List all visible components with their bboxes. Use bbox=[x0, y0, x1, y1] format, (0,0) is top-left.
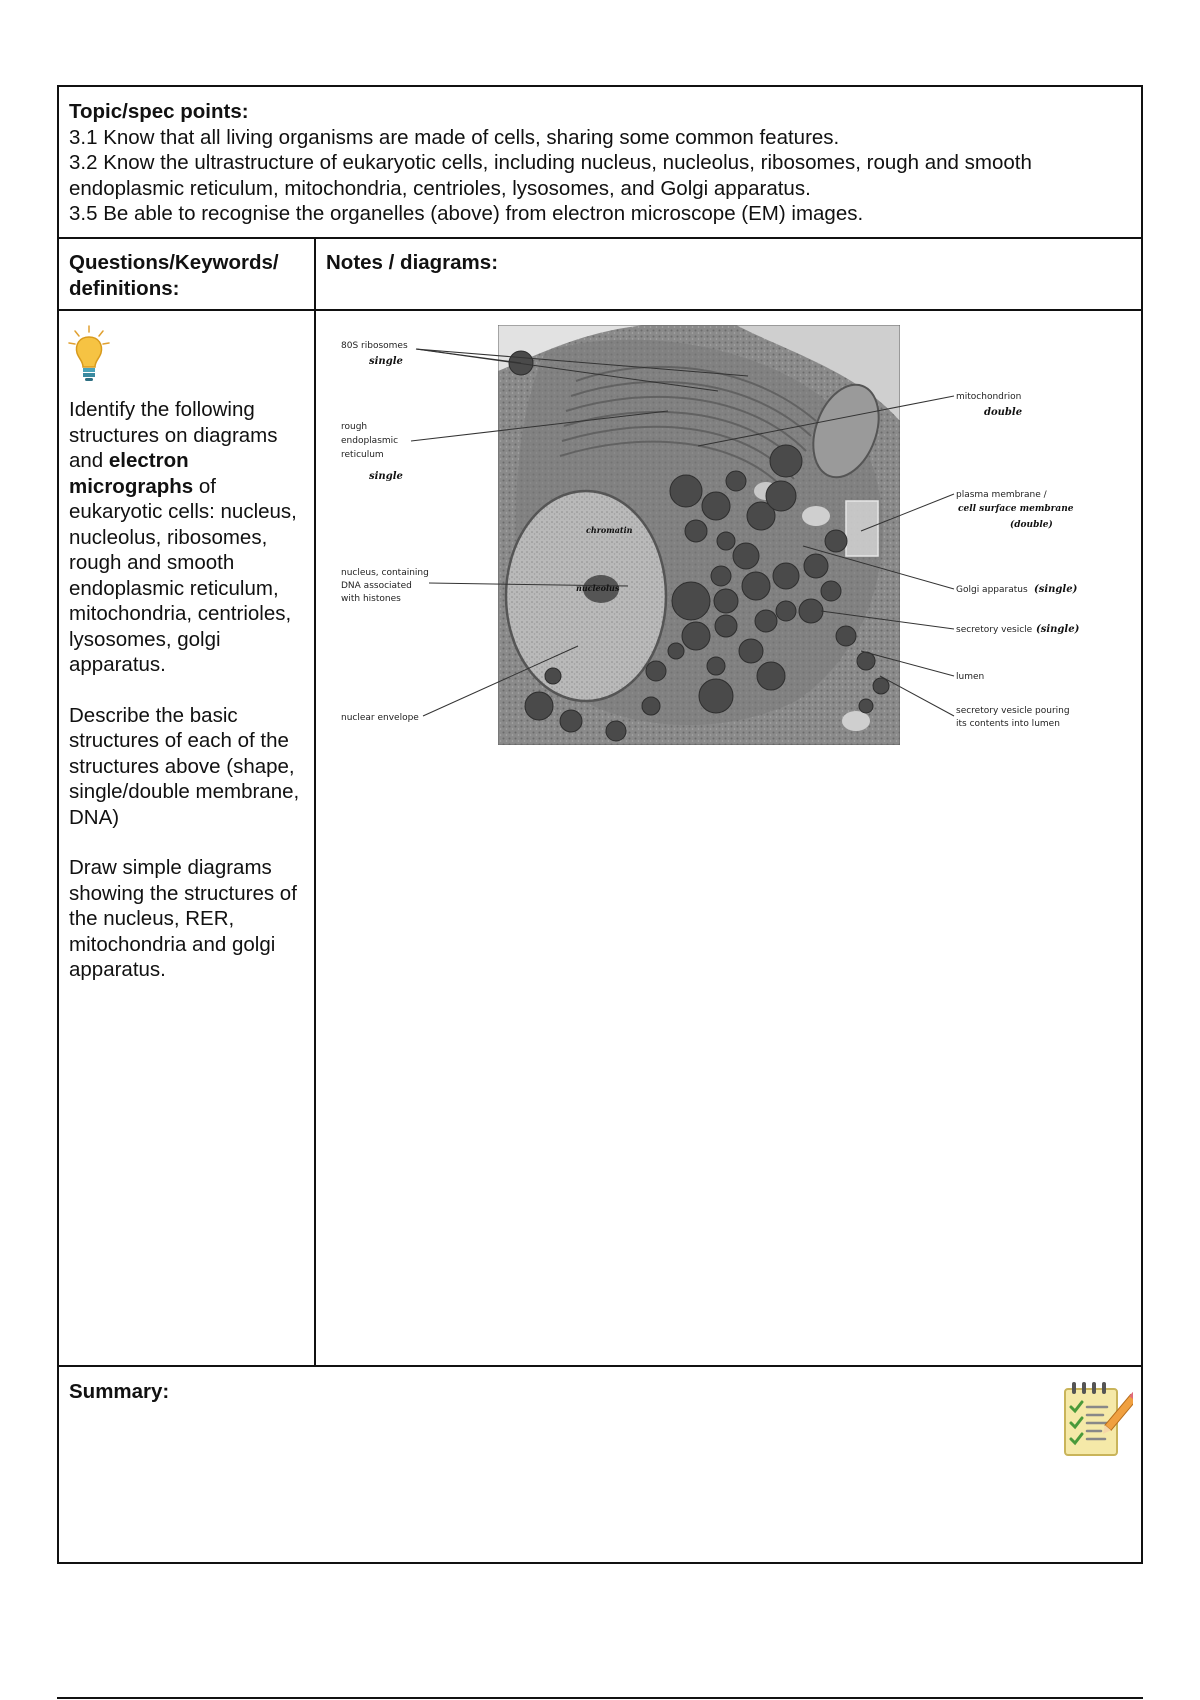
topic-spec-points bbox=[59, 87, 1141, 239]
electron-micrograph-figure bbox=[316, 311, 1143, 751]
label-vesicle-pouring-line1: secretory vesicle pouring bbox=[956, 706, 1070, 716]
label-nucleus-line3: with histones bbox=[341, 594, 401, 604]
checklist-notepad-icon bbox=[1059, 1377, 1133, 1461]
label-lumen: lumen bbox=[956, 672, 985, 682]
label-golgi-apparatus: Golgi apparatus bbox=[956, 585, 1028, 595]
note-ribosomes-single: single bbox=[369, 356, 403, 367]
questions-column bbox=[59, 311, 316, 1365]
note-chromatin: chromatin bbox=[586, 525, 633, 535]
note-vesicle-single: (single) bbox=[1036, 624, 1080, 635]
label-plasma-membrane: plasma membrane / bbox=[956, 490, 1047, 500]
label-rer-line3: reticulum bbox=[341, 450, 384, 460]
spec-point-3-5: 3.5 Be able to recognise the organelles (above) from electron microscope (EM) images. bbox=[69, 202, 864, 225]
summary-section bbox=[59, 1365, 1141, 1564]
lightbulb-icon bbox=[67, 325, 111, 385]
draw-diagrams-text: Draw simple diagrams showing the structures of the nucleus, RER, mitochondria and golgi apparatus. bbox=[69, 856, 297, 981]
label-rer-line1: rough bbox=[341, 422, 368, 432]
cornell-notes-sheet bbox=[57, 85, 1143, 1564]
note-mitochondrion-double: double bbox=[984, 407, 1023, 418]
label-nucleus-line2: DNA associated bbox=[341, 581, 412, 591]
describe-structures-text: Describe the basic structures of each of the structures above (shape, single/double membrane, DNA) bbox=[69, 703, 300, 829]
spec-point-3-1: 3.1 Know that all living organisms are made of cells, sharing some common features. bbox=[69, 125, 840, 149]
label-vesicle-pouring-line2: its contents into lumen bbox=[956, 719, 1060, 729]
questions-keywords-header: Questions/Keywords/ definitions: bbox=[59, 239, 316, 311]
label-nuclear-envelope: nuclear envelope bbox=[341, 713, 419, 723]
label-80s-ribosomes: 80S ribosomes bbox=[341, 341, 408, 351]
note-nucleolus: nucleolus bbox=[576, 583, 620, 593]
note-cell-surface-membrane: cell surface membrane bbox=[958, 504, 1074, 514]
label-nucleus-line1: nucleus, containing bbox=[341, 568, 429, 578]
label-rer-line2: endoplasmic bbox=[341, 436, 399, 446]
topic-heading: Topic/spec points: bbox=[69, 100, 249, 123]
identify-structures-text: Identify the following structures on diagrams and electron micrographs of eukaryotic cells: nucleus, nucleolus, ribosomes, rough and smooth endoplasmic reticulum, mitochondria, centrioles, lysosomes, golgi apparatus. bbox=[69, 398, 297, 676]
label-mitochondrion: mitochondrion bbox=[956, 392, 1022, 402]
footer-rule bbox=[57, 1697, 1143, 1699]
note-rer-single: single bbox=[369, 471, 403, 482]
label-secretory-vesicle: secretory vesicle bbox=[956, 625, 1033, 635]
summary-heading: Summary: bbox=[69, 1380, 170, 1403]
notes-diagrams-header: Notes / diagrams: bbox=[316, 239, 1143, 311]
spec-point-3-2: 3.2 Know the ultrastructure of eukaryotic cells, including nucleus, nucleolus, ribosomes, rough and smooth endoplasmic reticulum, mitochondria, centrioles, lysosomes, and Golgi apparatus. bbox=[69, 151, 1032, 200]
notes-column bbox=[316, 311, 1143, 1365]
note-golgi-single: (single) bbox=[1034, 584, 1078, 595]
note-plasma-membrane-double: (double) bbox=[1010, 520, 1053, 530]
